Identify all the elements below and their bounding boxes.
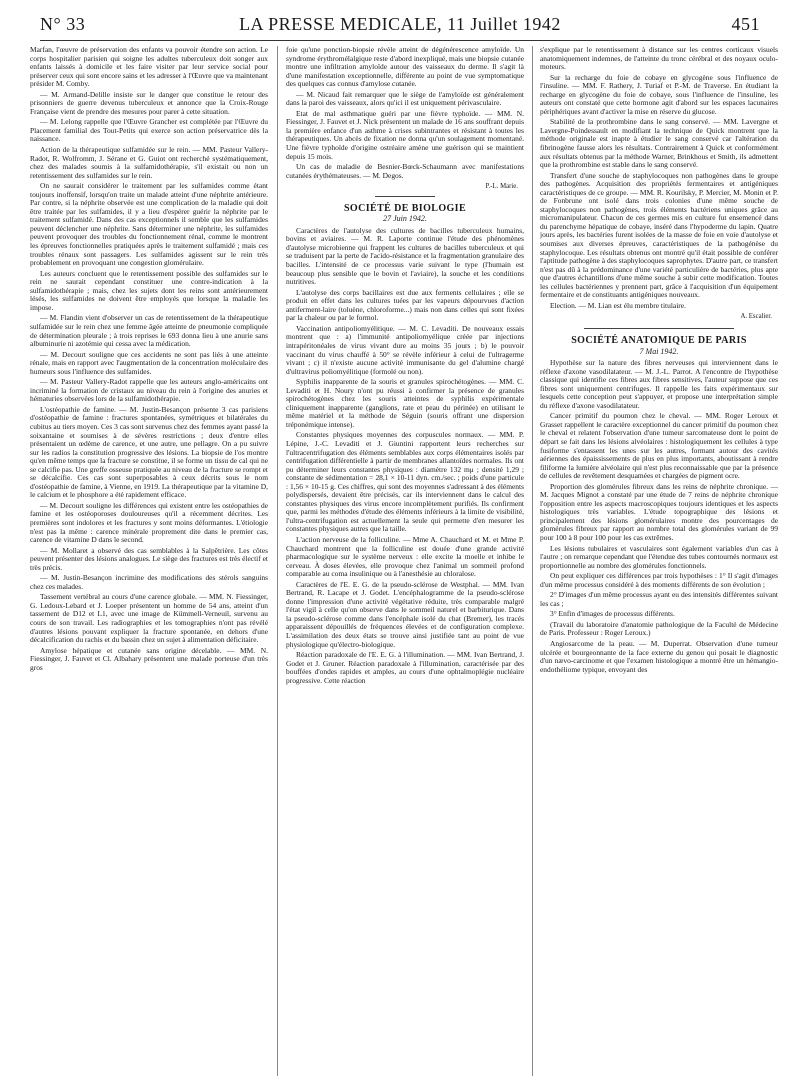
column-3 [540,46,778,1078]
signature: P.-L. Marie. [485,183,518,191]
paragraph: foie qu'une ponction-biopsie révèle atteint de dégénérescence amyloïde. Un syndrome érythromélalgique reste d'abord inexpliqué, mais une biopsie cutanée montre une infiltration amyloïde autour des vaisseaux du derme. Il s'agit là d'une manifestation exceptionnelle, différente au point de vue symptomatique des quelques cas connus d'amylose cutanée. [286,46,524,89]
article-paragraph: Tassement vertébral au cours d'une carence globale. — MM. N. Fiessinger, G. Ledoux-Lebard et J. Loeper présentent un homme de 54 ans, atteint d'un tassement de D12 et L1, avec une image de Kümmell-Verneuil, survenu au cours de son travail. Les radiographies et les tomographies n'ont pas révélé d'autres lésions pouvant expliquer la fracture spontanée, en dehors d'une décalcification du rachis et du bassin chez un sujet à alimentation déficitaire. [30,592,268,645]
article-paragraph: Cancer primitif du poumon chez le cheval. — MM. Roger Leroux et Grasset rappellent le caractère exceptionnel du cancer primitif du poumon chez le cheval et relatent l'observation d'une tumeur sarcomateuse dont le point de départ se fait dans les lésions alvéolaires : histologiquement les cellules à type fusiforme s'entassent les unes sur les autres, formant autour des cavités aériennes des épaississements de plus en plus importants, aboutissant à rendre filiforme la lumière alvéolaire qui n'est plus reconnaissable que par la présence de cellules de revêtement desquamées et chargées de pigment ocre. [540,411,778,481]
article-paragraph: Etat de mal asthmatique guéri par une fièvre typhoïde. — MM. N. Fiessinger, J. Fauvet et J. Nick présentent un malade de 16 ans souffrant depuis la première enfance d'un asthme à crises subintrantes et résistant à toutes les thérapeutiques. Un abcès de fixation ne donna qu'un soulagement momentané. Une fièvre typhoïde d'origine ostréaire amène une guérison qui se maintient depuis 15 mois. [286,108,524,161]
paragraph: Les auteurs concluent que le retentissement possible des sulfamides sur le rein ne saurait cependant constituer une contre-indication à la sulfamidothérapie ; mais, chez les sujets dont les reins sont antérieurement lésés, les sulfamides ne doivent être employés que lorsque la maladie les impose. [30,268,268,312]
paragraph: — M. Flandin vient d'observer un cas de retentissement de la thérapeutique sulfamidée sur le rein chez une femme âgée atteinte de pneumonie compliquée de détermination pleurale ; à trois reprises le 693 donna lieu à une anurie sans albuminurie ni azotémie qui cessa avec la médication. [30,313,268,349]
article-paragraph: L'action nerveuse de la folliculine. — Mme A. Chauchard et M. et Mme P. Chauchard montrent que la folliculine est douée d'une grande activité pharmacologique sur le système nerveux : elle excite la moelle et inhibe le cerveau. À doses élevées, elle provoque chez l'animal un sommeil profond comparable au coma insulinique ou à l'anesthésie au chloralose. [286,534,524,579]
article-paragraph: Un cas de maladie de Besnier-Bœck-Schaumann avec manifestations cutanées érythémateuses. — M. Degos. [286,162,524,180]
paragraph: (Travail du laboratoire d'anatomie pathologique de la Faculté de Médecine de Paris. Professeur : Roger Leroux.) [540,619,778,638]
article-paragraph: Réaction paradoxale de l'E. E. G. à l'illumination. — MM. Ivan Bertrand, J. Godet et J. Gruner. Réaction paradoxale à l'illumination, caractérisée par des bouffées d'ondes rapides et amples, au cours d'une ophtalmoplégie nucléaire progressive. Cette réaction [286,650,524,685]
paragraph: — M. Nicaud fait remarquer que le siège de l'amyloïde est généralement dans la paroi des vaisseaux, alors qu'ici il est uniquement périvasculaire. [286,89,524,108]
article-paragraph: Syphilis inapparente de la souris et granules spirochétogènes. — MM. C. Levaditi et H. Noury n'ont pu réussi à confirmer la présence de granules spirochétogènes chez les souris atteintes de syphilis expérimentale cliniquement inapparente (ganglions, rate et peau du périnée) en utilisant le même matériel et la méthode de Séguin (souris offrant une dispersion tréponémique intense). [286,377,524,429]
page-number: 451 [731,14,760,34]
column-2 [286,46,524,1078]
section-heading: SOCIÉTÉ ANATOMIQUE DE PARIS [571,334,747,346]
paragraph: On ne saurait considérer le traitement par les sulfamides comme étant toujours inoffensif, lorsqu'on traite un malade atteint d'une néphrite antérieure. Par contre, si la néphrite observée est une complication de la maladie qui doit être traitée par les sulfamides, il y a lieu d'espérer guérir la néphrite par le traitement sulfamidé. Dans des cas exceptionnels il semble que les sulfamides peuvent déclencher une néphrite. Sans déterminer une néphrite, les sulfamides peuvent provoquer des troubles du fonctionnement rénal, comme le montrent les épreuves fonctionnelles pratiquées après le traitement sulfamidé ; mais ces troubles rénaux sont passagers. Les sulfamides agissent sur le rein très probablement en provoquant une congestion glomérulaire. [30,181,268,268]
paragraph: 2° D'images d'un même processus ayant eu des intensités différentes suivant les cas ; [540,590,778,608]
paragraph: Election. — M. Lian est élu membre titulaire. [550,300,686,310]
article-paragraph: Amylose hépatique et cutanée sans origine décelable. — MM. N. Fiessinger, J. Fauvet et Cl. Albahary présentent une malade porteuse d'un très gros [30,645,268,672]
section-divider [375,196,435,197]
paragraph: Les lésions tubulaires et vasculaires sont également variables d'un cas à l'autre ; on remarque cependant que l'étendue des tubes contournés normaux est proportionnelle au nombre des glomérules fonctionnels. [540,543,778,570]
article-paragraph: Transfert d'une souche de staphylocoques non pathogènes dans le groupe des pathogènes. Acquisition des propriétés fermentaires et antigéniques caractéristiques de ce groupe. — MM. R. Kourilsky, P. Mercier, M. Monin et P. de Fonbrune ont isolé dans trois colonies d'une même souche de staphylocoques non pathogènes, trois éléments bactériens uniques grâce au micromanipulateur. Chacun de ces germes mis en culture fut ensemencé dans du parenchyme hépatique de cobaye, inséré dans l'hypoderme du lapin. Quatre jours après, les bactéries furent isolées de la masse de foie en voie d'autolyse et soumises aux diverses épreuves, caractéristiques de la pathogénèse du staphylocoque. Les résultats obtenus ont montré qu'il était possible de conférer l'aptitude pathogène à des staphylocoques saprophytes. D'autre part, ce transfert n'est pas dû à la prédominance d'une variété particulière de bactéries, plus apte que d'autres échantillons d'une même souche à subir cette modification. Toutes les cellules bactériennes y prennent part, grâce à l'acquisition d'un équipement fermentaire et de constituants antigéniques nouveaux. [540,170,778,300]
section-date: 27 Juin 1942. [383,214,427,224]
article-paragraph: Stabilité de la prothrombine dans le sang conservé. — MM. Lavergne et Lavergne-Poindessault en modifiant la technique de Quick montrent que la méthode originale est inapte à étudier le sang conservé car l'altération du fibrinogène fausse alors les résultats. Contrairement à Quick et conformément aux résultats obtenus par la méthode Warner, Brinkhous et Smith, ils admettent que la prothrombine est stable dans le sang conservé. [540,117,778,170]
article-paragraph: Proportion des glomérules fibreux dans les reins de néphrite chronique. — M. Jacques Mignot a constaté par une étude de 7 reins de néphrite chronique l'opposition entre les aspects macroscopiques toujours identiques et les aspects histologiques très variables. L'étude topographique des lésions et principalement des lésions glomérulaires montre des pourcentages de glomérules fibreux par rapport au nombre total des glomérules variant de 99 pour 100 à 8 pour 100 pour les cas extrêmes. [540,481,778,542]
paragraph: Marfan, l'œuvre de préservation des enfants va pouvoir étendre son action. Le corps hospitalier parisien qui soigne les adultes tuberculeux doit songer aux enfants laissés à domicile et les faire visiter par leur service social pour préserver ceux qui sont encore sains et les adresser à l'Œuvre que va maintenant présider M. Comby. [30,46,268,89]
article-paragraph: Vaccination antipoliomyélitique. — M. C. Levaditi. De nouveaux essais montrent que : a) l'immunité antipoliomyélique créée par injections intrapéritonéales de virus vivant dure au moins 35 jours ; b) le pouvoir vaccinant du virus chauffé à 50° se révèle inférieur à celui de l'ultragerme vivant ; c) il n'existe aucune activité immunisante du gel d'alumine chargé d'ultravirus poliomyélitique (formolé ou non). [286,323,524,376]
paragraph: L'autolyse des corps bacillaires est due aux ferments cellulaires ; elle se produit en effet dans les cultures tuées par les vapeurs dépourvues d'action antiferment-laire (toluène, chloroforme...) mais non dans celles qui sont fixées par la chaleur ou par le formol. [286,287,524,323]
paragraph: — M. Justin-Besançon incrimine des modifications des stérols sanguins chez ces malades. [30,573,268,591]
paragraph: On peut expliquer ces différences par trois hypothèses : 1° Il s'agit d'images d'un même processus considéré à des moments différents de son évolution ; [540,571,778,589]
header-rule [40,40,760,41]
section-date: 7 Mai 1942. [639,346,679,356]
article-paragraph: Sur la recharge du foie de cobaye en glycogène sous l'influence de l'insuline. — MM. F. Rathery, J. Turiaf et P.-M. de Traverse. En étudiant la recharge en glycogène du foie de cobaye, sous l'influence de l'insuline, les auteurs ont constaté que cette hormone agit d'abord sur les espaces lacunaires périphériques avant d'activer la mise en réserve du glucose. [540,72,778,116]
paragraph: — M. Mollaret a observé des cas semblables à la Salpêtrière. Les côtes peuvent présenter des lésions analogues. Le siège des fractures est très électif et très précis. [30,545,268,572]
paragraph: — M. Decourt souligne que ces accidents ne sont pas liés à une atteinte rénale, mais en rapport avec l'augmentation de la concentration moléculaire des humeurs sous l'influence des sulfamides. [30,349,268,376]
article-paragraph: Caractères de l'E. E. G. de la pseudo-sclérose de Westphal. — MM. Ivan Bertrand, R. Lacape et J. Godet. L'encéphalogramme de la pseudo-sclérose donne l'impression d'une activité végétative réduite, très comparable malgré l'état vigil à celle qu'on observe dans le sommeil naturel et barbiturique. Dans la pseudo-sclérose comme dans l'encéphale isolé du chat (Bremer), les tracés apparaissent dépouillés de fréquences élevées et de configuration complexe. L'assimilation des deux états se trouve ainsi justifiée tant au point de vue physiologique qu'électro-biologique. [286,579,524,649]
article-paragraph: Action de la thérapeutique sulfamidée sur le rein. — MM. Pasteur Vallery-Radot, R. Wolfromm, J. Sérane et G. Guiot ont recherché systématiquement, chez des malades soumis à la sulfamidothérapie, s'il existait ou non un retentissement des sulfamides sur le rein. [30,145,268,180]
column-1 [30,46,268,1078]
article-paragraph: Angiosarcome de la peau. — M. Duperrat. Observation d'une tumeur ulcérée et bourgeonnante de la face externe du genou qui posait le diagnostic d'un nævo-carcinome et que l'examen histologique a montré être un hémangio-endothéliome typique, envoyant des [540,639,778,674]
journal-title: LA PRESSE MEDICALE, 11 Juillet 1942 [239,14,561,34]
paragraph: 3° Enfin d'images de processus différents. [550,609,675,619]
article-paragraph: L'ostéopathie de famine. — M. Justin-Besançon présente 3 cas parisiens d'ostéopathie de famine : fractures spontanées, symétriques et bilatérales du cubitus au tiers moyen. Ces 3 cas sont survenus chez des femmes ayant passé la soixantaine et soumises à de sévères restrictions ; deux d'entre elles présentaient un œdème de carence, et une autre, une pellagre. On a pu suivre sur les radios la constitution progressive des lésions. La biopsie de l'os montre qu'en même temps que la fracture se constitue, il se forme un tissu de cal qui ne se calcifie pas. Une greffe osseuse pratiquée au niveau de la fracture se rompt et se décalcifie. Ces cas sont superposables à ceux décrits sous le nom d'ostéopathie de famine, à Vienne, en 1919. La thérapeutique par la vitamine D, le calcium et le phosphore a été rapidement efficace. [30,404,268,500]
paragraph: — M. Decourt souligne les différences qui existent entre les ostéopathies de famine et les ostéoporoses douloureuses qu'il a récemment décrites. Les premières sont indolores et les fractures y sont moins déformantes. L'étiologie n'est pas la même : carence minérale proprement dite dans le premier cas, carence de vitamine D dans le second. [30,500,268,545]
section-divider [584,328,734,329]
issue-number: N° 33 [40,14,86,34]
signature: A. Escalier. [740,313,772,321]
paragraph: — M. Lelong rappelle que l'Œuvre Grancher est complétée par l'Œuvre du Placement familial des Tout-Petits qui exerce son action préservatrice dès la naissance. [30,117,268,144]
article-paragraph: Hypothèse sur la nature des fibres nerveuses qui interviennent dans le réflexe d'axone vasodilatateur. — M. J.-L. Parrot. A l'encontre de l'hypothèse classique qui identifie ces fibres aux fibres sensitives, l'auteur suppose que ces fibres sont uniquement centrifuges. Il rappelle les faits expérimentaux sur lesquels cette conception peut s'appuyer, et propose une interprétation simple du réflexe d'axone vasodilatateur. [540,358,778,410]
article-paragraph: Constantes physiques moyennes des corpuscules normaux. — MM. P. Lépine, J.-C. Levaditi et J. Giuntini rapportent leurs recherches sur l'ultracentrifugation des éléments semblables aux corps élémentaires isolés par centrifugation différentielle à partir de membranes allantoïdes normales. Ils ont pu déterminer leurs constantes physiques : diamètre 132 mμ ; densité 1,29 ; constante de sédimentation = 28,1 × 10-11 dyn. cm./sec. ; poids d'une particule : 1,56 × 10-15 g. Ces chiffres, qui sont des moyennes s'adressant à des éléments polydispersés, devaient être précisés, car ils interviennent dans le calcul des constantes physiques des virus encore incomplètement purifiés. Ils confirment que, parmi les méthodes d'étude des éléments inférieurs à la limite de visibilité, l'ultra-centrifugation est actuellement la seule qui permette d'en mesurer les constantes physiques autres que la taille. [286,430,524,534]
column-divider [532,46,533,1076]
paragraph: s'explique par le retentissement à distance sur les centres corticaux visuels anatomiquement indemnes, de l'atteinte du tronc cérébral et des noyaux oculo-moteurs. [540,46,778,72]
paragraph: — M. Pasteur Vallery-Radot rappelle que les auteurs anglo-américains ont incriminé la formation de cristaux au niveau du rein à l'origine des anuries et hématuries observées lors de la sulfamidothérapie. [30,377,268,404]
column-divider [277,46,278,1076]
page-header [40,14,760,40]
section-heading: SOCIÉTÉ DE BIOLOGIE [343,202,467,214]
paragraph: — M. Armand-Delille insiste sur le danger que constitue le retour des prisonniers de guerre devenus tuberculeux et annonce que la Croix-Rouge Française vient de prendre des mesures pour parer à cette situation. [30,89,268,116]
article-paragraph: Caractères de l'autolyse des cultures de bacilles tuberculeux humains, bovins et aviaires. — M. R. Laporte continue l'étude des phénomènes d'autolyse microbienne qui frappent les cultures de bacilles tuberculeux et qui se traduisent par la perte de l'acido-résistance et la fragmentation granulaire des bacilles. L'intensité de ce processus varie suivant le type (l'humain est beaucoup plus sensible que le bovin et l'aviaire), la souche et les conditions nutritives. [286,225,524,287]
